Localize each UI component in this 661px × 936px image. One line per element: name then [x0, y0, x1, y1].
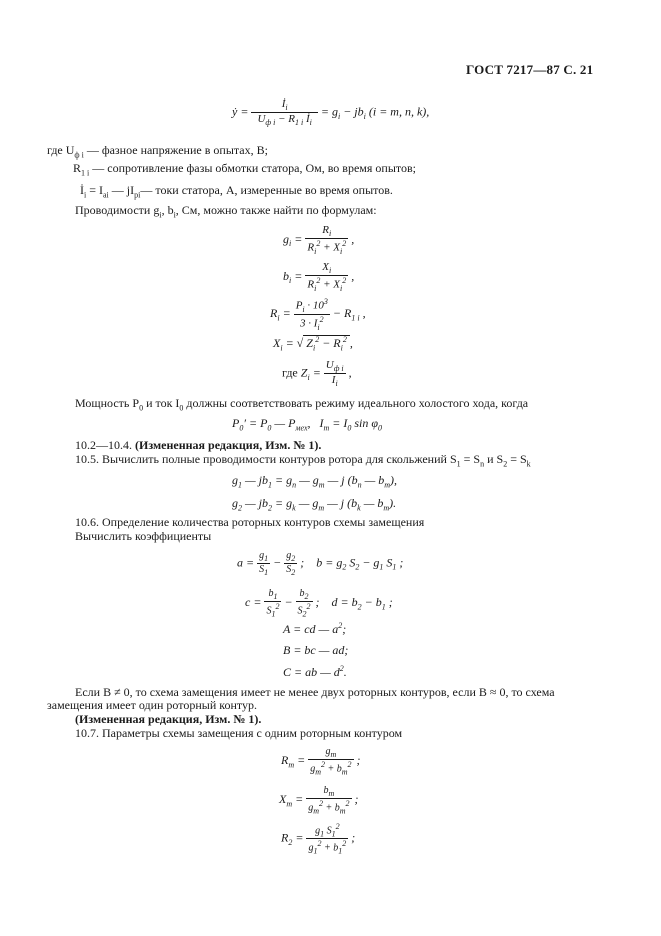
power-line: Мощность $P_0$ и ток $I_0$ должны соответствовать режиму идеального холостого хода, когда — [75, 396, 529, 413]
formula-admittance: ẏ = $\frac{İ_i}{U_{ф i} - R_{1 i} İ_i}$ = $g_i - jb_i$ (i = m, n, k), — [232, 98, 430, 128]
formula-C: C = ab — $d^2$. — [283, 664, 347, 679]
formula-ri: $R_i$ = $\frac{P_i \cdot 10^3}{3 \cdot I_i^2}$ − $R_{1 i}$ , — [270, 297, 366, 332]
formula-zi: где $Z_i$ = $\frac{U_{ф i}}{I_i}$ , — [282, 359, 352, 389]
formula-A: A = cd — $a^2$; — [283, 621, 347, 636]
r1-line: $R_{1 i}$ — сопротивление фазы обмотки статора, Ом, во время опытов; — [73, 161, 416, 178]
calc-coeff-line: Вычислить коэффициенты — [75, 529, 212, 543]
page-header: ГОСТ 7217—87 С. 21 — [466, 62, 594, 77]
formula-r2: $R_2$ = $\frac{g_1 S_1^2}{g_1^2 + b_1^2}$ ; — [281, 822, 356, 856]
formula-gi: $g_i$ = $\frac{R_i}{R_i^2 + X_i^2}$ , — [283, 224, 355, 257]
formula-a-b: a = $\frac{g_1}{S_1}$ − $\frac{g_2}{S_2}$ ; $b = g_2$ $S_2 - g_1$ $S_1$ ; — [237, 550, 404, 577]
currents-line: $İ_i = I_{ai}$ — $jI_{pi}—$ токи статора, А, измеренные во время опытов. — [80, 183, 393, 200]
if-b-line-2: замещения имеет один роторный контур. — [47, 698, 257, 712]
edition-note-2: (Измененная редакция, Изм. № 1). — [75, 712, 262, 726]
section-10-6: 10.6. Определение количества роторных контуров схемы замещения — [75, 515, 425, 529]
formula-rm: $R_m$ = $\frac{g_m}{g_m^2 + b_m^2}$ ; — [281, 746, 361, 777]
if-b-line: Если B ≠ 0, то схема замещения имеет не менее двух роторных контуров, если B ≈ 0, то схема — [75, 685, 555, 699]
where-u-line: где $U_{ф i}$ — фазное напряжение в опытах, В; — [47, 143, 268, 160]
section-10-5: 10.5. Вычислить полные проводимости контуров ротора для скольжений $S_1 = S_n$ и $S_2 = S_k$ — [75, 452, 531, 469]
conductance-line: Проводимости $g_i$, $b_i$, См, можно также найти по формулам: — [75, 203, 377, 220]
formula-bi: $b_i$ = $\frac{X_i}{R_i^2 + X_i^2}$ , — [283, 261, 355, 294]
formula-c-d: c = $\frac{b_1}{S_1^2}$ − $\frac{b_2}{S_2^2}$ ; $d = b_2 - b_1$ ; — [245, 588, 393, 619]
formula-xm: $X_m$ = $\frac{b_m}{g_m^2 + b_m^2}$ ; — [279, 785, 359, 816]
formula-xi: $X_i$ = √ $Z_i^2 - R_i^2$ , — [273, 335, 353, 353]
formula-g1: $g_1$ — $jb_1 = g_n$ — $g_m$ — j ($b_n$ — $b_m$), — [232, 473, 398, 490]
formula-g2: $g_2$ — $jb_2 = g_k$ — $g_m$ — j ($b_k$ — $b_m$). — [232, 496, 397, 513]
formula-B: B = bc — ad; — [283, 643, 349, 657]
formula-p0: $P_0' = P_0$ — $P_{мех}$, $I_m = I_0$ $\sin \varphi_0$ — [232, 416, 383, 433]
edition-note-1: 10.2—10.4. (Измененная редакция, Изм. № 1). — [75, 438, 322, 452]
section-10-7: 10.7. Параметры схемы замещения с одним роторным контуром — [75, 726, 403, 740]
